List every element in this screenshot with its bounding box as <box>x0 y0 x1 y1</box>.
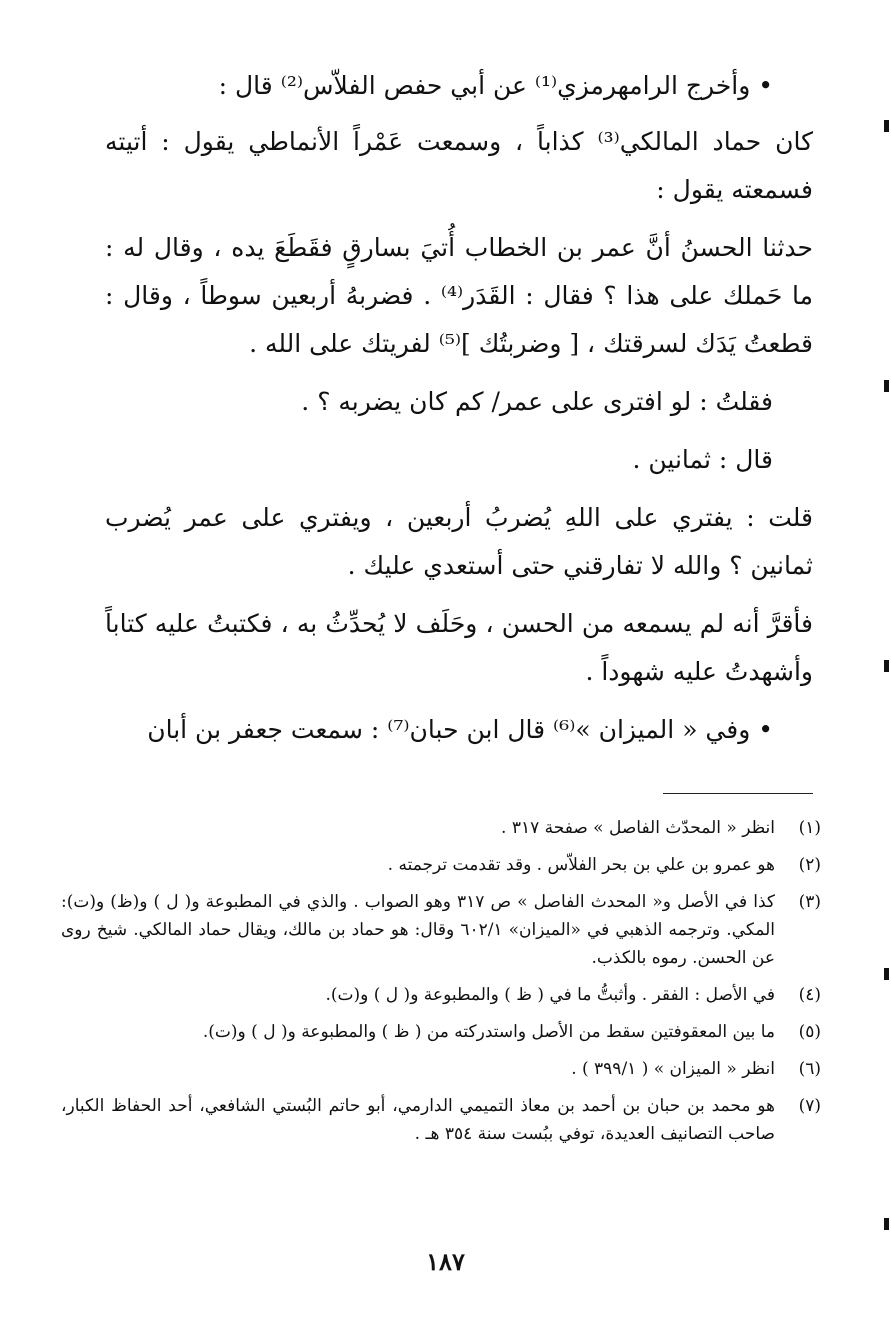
paragraph-2: كان حماد المالكي⁽³⁾ كذاباً ، وسمعت عَمْراً الأنماطي يقول : أتيته فسمعته يقول : <box>105 127 813 204</box>
footnote-number: (٥) <box>798 1022 821 1042</box>
footnote-number: (٦) <box>798 1059 821 1079</box>
footnote-separator <box>663 793 813 794</box>
paragraph-3: حدثنا الحسنُ أنَّ عمر بن الخطاب أُتيَ بسارقٍ فقَطَعَ يده ، وقال له : ما حَملك على هذا ؟ فقال : القَدَر⁽⁴⁾ . فضربهُ أربعين سوطاً ، وقال : قطعتُ يَدَك لسرقتك ، [ وضربتُك ]⁽⁵⁾ لفريتك على الله . <box>105 233 813 358</box>
footnote <box>61 1092 821 1148</box>
paragraph-8: • وفي « الميزان »⁽⁶⁾ قال ابن حبان⁽⁷⁾ : سمعت جعفر بن أبان <box>147 715 773 744</box>
main-text <box>105 62 813 762</box>
footnote <box>61 1018 821 1046</box>
scan-edge-mark <box>884 1218 889 1230</box>
footnote-text: هو محمد بن حبان بن أحمد بن معاذ التميمي الدارمي، أبو حاتم البُستي الشافعي، أحد الحفاظ الكبار، صاحب التصانيف العديدة، توفي ببُست سنة ٣٥٤ هـ . <box>61 1096 775 1144</box>
footnote-text: ما بين المعقوفتين سقط من الأصل واستدركته من ( ظ ) والمطبوعة و( ل ) و(ت). <box>202 1022 775 1042</box>
paragraph-6: قلت : يفتري على اللهِ يُضربُ أربعين ، ويفتري على عمر يُضرب ثمانين ؟ والله لا تفارقني حتى أستعدي عليك . <box>105 503 813 580</box>
footnote <box>61 1055 821 1083</box>
scan-edge-mark <box>884 380 889 392</box>
footnote <box>61 888 821 972</box>
paragraph-5: قال : ثمانين . <box>632 445 773 474</box>
page-number: ١٨٧ <box>426 1247 465 1276</box>
footnote <box>61 981 821 1009</box>
footnote <box>61 814 821 842</box>
scan-edge-mark <box>884 660 889 672</box>
footnote-text: هو عمرو بن علي بن بحر الفلاّس . وقد تقدمت ترجمته . <box>387 855 775 875</box>
footnote <box>61 851 821 879</box>
paragraph-1: • وأخرج الرامهرمزي⁽¹⁾ عن أبي حفص الفلاّس⁽²⁾ قال : <box>218 71 773 100</box>
footnote-number: (٤) <box>798 985 821 1005</box>
paragraph-7: فأقرَّ أنه لم يسمعه من الحسن ، وحَلَف لا يُحدِّثُ به ، فكتبتُ عليه كتاباً وأشهدتُ عليه شهوداً . <box>105 609 813 686</box>
footnote-number: (٢) <box>798 855 821 875</box>
footnote-text: في الأصل : الفقر . وأثبتُّ ما في ( ظ ) والمطبوعة و( ل ) و(ت). <box>325 985 775 1005</box>
scan-edge-mark <box>884 120 889 132</box>
paragraph-4: فقلتُ : لو افترى على عمر/ كم كان يضربه ؟ . <box>301 387 773 416</box>
footnote-number: (٧) <box>798 1096 821 1116</box>
footnote-text: انظر « المحدّث الفاصل » صفحة ٣١٧ . <box>501 818 775 838</box>
scan-edge-mark <box>884 968 889 980</box>
footnote-text: انظر « الميزان » ( ٣٩٩/١ ) . <box>571 1059 775 1079</box>
footnote-number: (٣) <box>798 892 821 912</box>
footnote-number: (١) <box>798 818 821 838</box>
footnote-text: كذا في الأصل و« المحدث الفاصل » ص ٣١٧ وهو الصواب . والذي في المطبوعة و( ل ) و(ظ) و(ت): المكي. وترجمه الذهبي في «الميزان» ٦٠٢/١ وقال: هو حماد بن مالك، ويقال حماد المالكي. شيخ روى عن الحسن. رموه بالكذب. <box>61 892 775 968</box>
footnotes <box>61 814 821 1157</box>
